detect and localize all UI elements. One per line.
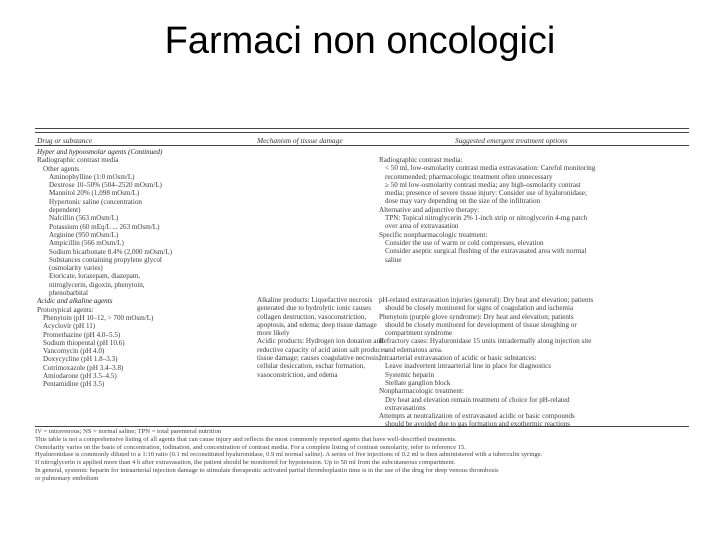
col-header-treatment: Suggested emergent treatment options — [455, 136, 568, 145]
footnote: or pulmonary embolism — [35, 474, 99, 482]
treatment-row: pH-related extravasation injuries (general): Dry heat and elevation; patients — [379, 296, 594, 304]
treatment-row: Leave inadvertent intraarterial line in place for diagnostics — [385, 362, 552, 371]
drug-row: Sodium bicarbonate 8.4% (2,000 mOsm/L) — [49, 247, 172, 256]
slide-title: Farmaci non oncologici — [164, 20, 556, 62]
treatment-row: compartment syndrome — [385, 329, 453, 338]
mechanism-row: Alkaline products: Liquefactive necrosis — [257, 296, 373, 304]
drug-row: Nafcillin (563 mOsm/L) — [49, 214, 119, 223]
treatment-row: should be closely monitored for signs of coagulation and ischemia — [385, 304, 574, 313]
col-header-drug: Drug or substance — [37, 136, 93, 145]
drug-row: dependent) — [49, 206, 81, 215]
footnote: If nitroglycerin is applied more than 4 h after extravasation, the patient should be monitored for hypotension. Up to 50 ml from the subcutaneous compartment. — [35, 459, 456, 467]
treatment-row: Stellate ganglion block — [385, 378, 451, 387]
treatment-column-upper — [379, 156, 687, 264]
drug-row: Pentamidine (pH 3.5) — [43, 380, 105, 389]
footnotes — [35, 428, 689, 483]
treatment-row: over area of extravasation — [385, 222, 459, 231]
treatment-column-lower — [379, 296, 687, 429]
footnote: Osmolarity varies on the basis of concentration, iodination, and concentration of contrast media. For a complete listing of contrast osmolarity, refer to reference 15. — [35, 443, 466, 451]
treatment-row: Specific nonpharmacologic treatment: — [379, 230, 488, 239]
drug-row: Ampicillin (566 mOsm/L) — [49, 239, 124, 248]
footnote: This table is not a comprehensive listing of all agents that can cause injury and reflects the most commonly reported agents that have well-described treatments. — [35, 435, 457, 443]
treatment-row: Systemic heparin — [385, 370, 435, 379]
top-rule-double — [35, 132, 689, 133]
top-rule — [35, 128, 689, 129]
drug-row: Amiodarone (pH 3.5–4.5) — [43, 372, 117, 381]
drug-column — [37, 148, 251, 389]
treatment-row: Radiographic contrast media: — [379, 156, 463, 164]
footnote: In general, systemic heparin for intraarterial injection damage to stimulate therapeutic activated partial thromboplastin time is in the use of the drug for deep venous thrombosis — [35, 466, 499, 474]
treatment-row: Consider aseptic surgical flushing of the extravasated area with normal — [385, 247, 587, 256]
mechanism-row: tissue damage; causes coagulative necrosis, — [257, 354, 381, 363]
mechanism-row: apoptosis, and edema; deep tissue damage — [257, 320, 377, 329]
mechanism-row: more likely — [257, 329, 290, 338]
treatment-row: < 50 ml, low-osmolarity contrast media extravasation: Careful monitoring — [385, 164, 596, 173]
treatment-row: should be closely monitored for development of tissue sloughing or — [385, 320, 577, 329]
treatment-row: should be avoided due to gas formation and exothermic reactions — [385, 420, 570, 429]
drug-row: Vancomycin (pH 4.0) — [43, 347, 105, 356]
treatment-row: TPN: Topical nitroglycerin 2% 1-inch strip or nitroglycerin 4-mg patch — [385, 214, 588, 223]
treatment-row: Nonpharmacologic treatment: — [379, 387, 464, 396]
treatment-row: extravasations — [385, 403, 426, 412]
mechanism-row: reductive capacity of acid anion salt produces — [257, 345, 387, 354]
treatment-row: ≥ 50 ml low-osmolarity contrast media; any high-osmolarity contrast — [385, 180, 581, 189]
treatment-row: media; presence of severe tissue injury: Consider use of hyaluronidase; — [385, 189, 587, 198]
drug-row: Potassium (60 mEq/L ... 263 mOsm/L) — [49, 222, 160, 231]
drug-row: Promethazine (pH 4.0–5.5) — [43, 330, 121, 339]
treatment-row: recommended; pharmacologic treatment often unnecessary — [385, 172, 553, 181]
drug-row: Cotrimoxazole (pH 3.4–3.8) — [43, 363, 124, 372]
drug-row: Aminophylline (1:0 mOsm/L) — [49, 172, 135, 181]
treatment-row: dose may vary depending on the size of the infiltration — [385, 197, 541, 206]
drug-row: Prototypical agents: — [37, 305, 94, 314]
table-image — [35, 128, 689, 480]
drug-row: Other agents — [43, 164, 80, 173]
drug-row: Hyper and hypoosmolar agents (Continued) — [37, 148, 163, 156]
drug-row: (osmolarity varies) — [49, 264, 103, 273]
treatment-row: Dry heat and elevation remain treatment of choice for pH-related — [385, 395, 570, 404]
footnote: Hyaluronidase is commonly diluted to a 1:10 ratio (0.1 ml reconstituted hyaluronidase, 0.9 ml normal saline). A series of five injections of 0.2 ml is then administered with a tuberculin syringe. — [35, 451, 543, 459]
drug-row: Doxycycline (pH 1.8–3.3) — [43, 355, 118, 364]
drug-row: Sodium thiopental (pH 10.6) — [43, 338, 125, 347]
drug-row: phenobarbital — [49, 289, 89, 298]
footer-rule — [35, 426, 689, 427]
treatment-row: Attempts at neutralization of extravasated acidic or basic compounds — [379, 412, 575, 421]
treatment-row: saline — [385, 255, 402, 264]
treatment-row: Phenytoin (purple glove syndrome): Dry heat and elevation; patients — [379, 312, 574, 321]
footnote: IV = intravenous; NS = normal saline; TPN = total parenteral nutrition — [35, 428, 222, 435]
treatment-row: Consider the use of warm or cold compresses, elevation — [385, 238, 544, 247]
drug-row: Arginine (950 mOsm/L) — [49, 230, 119, 239]
drug-row: Dextrose 10–50% (504–2520 mOsm/L) — [49, 181, 162, 190]
drug-row: Acidic and alkaline agents — [37, 297, 113, 306]
drug-row: Acyclovir (pH 11) — [43, 322, 96, 331]
drug-row: Substances containing propylene glycol — [49, 255, 162, 264]
mechanism-row: vasoconstriction, and edema — [257, 370, 338, 379]
drug-row: Etoricate, lorazepam, diazepam, — [49, 272, 141, 281]
treatment-row: and edematous area. — [385, 345, 443, 354]
drug-row: Phenytoin (pH 10–12, > 700 mOsm/L) — [43, 313, 154, 322]
header-rule — [35, 145, 689, 146]
drug-row: Hypertonic saline (concentration — [49, 197, 142, 206]
drug-row: Mannitol 20% (1,098 mOsm/L) — [49, 189, 140, 198]
treatment-row: Refractory cases: Hyaluronidase 15 units intradermally along injection site — [379, 337, 592, 346]
col-header-mechanism: Mechanism of tissue damage — [257, 136, 343, 145]
mechanism-row: cellular desiccation, eschar formation, — [257, 362, 366, 371]
drug-row: nitroglycerin, digoxin, phenytoin, — [49, 280, 145, 289]
mechanism-row: generated due to hydrolytic ionic causes — [257, 304, 372, 313]
drug-row: Radiographic contrast media — [37, 156, 119, 165]
treatment-row: Intraarterial extravasation of acidic or basic substances: — [379, 354, 537, 363]
mechanism-row: Acidic products: Hydrogen ion donation and — [257, 337, 384, 346]
mechanism-row: collagen destruction, vasoconstriction, — [257, 312, 367, 321]
treatment-row: Alternative and adjunctive therapy: — [379, 205, 480, 214]
